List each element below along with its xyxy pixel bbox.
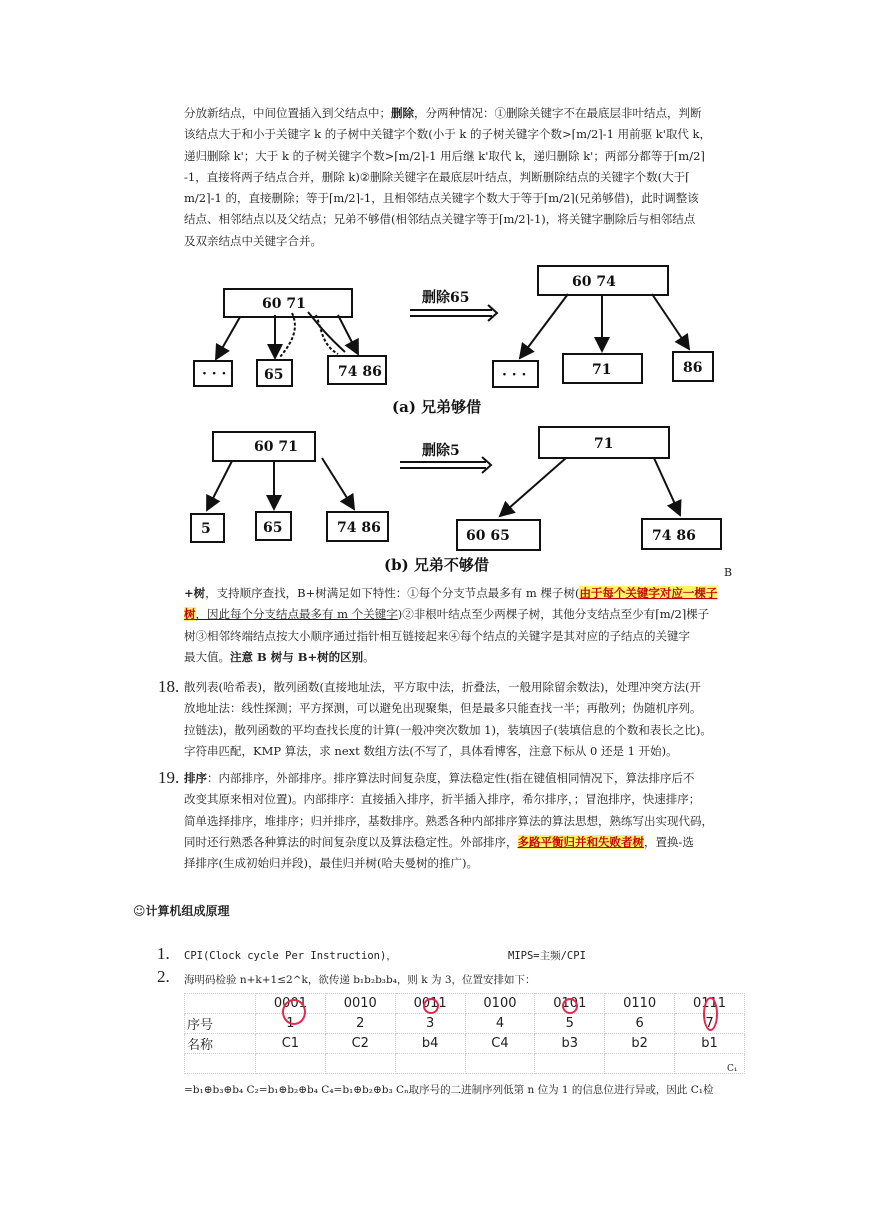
item-18-text: 放地址法：线性探测；平方探测，可以避免出现聚集，但是最多只能查找一半；再散列；伪随机序列。 xyxy=(184,701,702,716)
code-cell: 0110 xyxy=(605,994,675,1014)
intro-text: m/2⌉-1 的，直接删除；等于⌈m/2⌉-1，且相邻结点关键字个数大于等于⌈m/2⌉(兄弟够借)，此时调整该 xyxy=(184,191,699,206)
name-cell: b2 xyxy=(605,1034,675,1054)
highlight-circle xyxy=(703,997,718,1031)
name-cell: b3 xyxy=(535,1034,605,1054)
fig-b-65-label: 65 xyxy=(263,520,283,536)
bplus-text: 树③相邻终端结点按大小顺序通过指针相互链接起来④每个结点的关键字是其对应的子结点的关键字 xyxy=(184,628,690,643)
table-cell xyxy=(535,1054,605,1074)
hamming-table xyxy=(184,993,745,1074)
seq-cell: 3 xyxy=(395,1014,465,1034)
fig-a-74-86-label: 74 86 xyxy=(338,364,382,380)
code-cell: 0111 xyxy=(675,994,745,1014)
list-item-2-number: 2. xyxy=(157,967,170,986)
bplus-text: ，支持顺序查找，B+树满足如下特性：①每个分支节点最多有 m 棵子树( xyxy=(205,586,580,600)
code-cell: 0101 xyxy=(535,994,605,1014)
bplus-note: 注意 B 树与 B+树的区别 xyxy=(230,649,364,664)
item-19-text: 同时还行熟悉各种算法的时间复杂度以及算法稳定性。外部排序， xyxy=(184,834,518,849)
table-cell xyxy=(395,1054,465,1074)
bplus-corner-letter: B xyxy=(724,566,733,579)
name-cell: b1 xyxy=(675,1034,745,1054)
fig-a-after-71-label: 71 xyxy=(592,362,612,378)
code-cell: 0100 xyxy=(465,994,535,1014)
item-18-text: 字符串匹配，KMP 算法，求 next 数组方法(不写了，具体看博客，注意下标从 0 还是 1 开始)。 xyxy=(184,743,678,758)
fig-a-arrow-label: 删除65 xyxy=(422,290,470,306)
table-cell xyxy=(185,994,256,1014)
intro-text: -1，直接将两子结点合并，删除 k)②删除关键字在最底层叶结点，判断删除结点的关键字个数(大于⌈ xyxy=(184,169,690,184)
table-row xyxy=(185,1054,745,1074)
fig-a-caption: (a) 兄弟够借 xyxy=(392,398,482,416)
item-18-number: 18. xyxy=(158,677,180,696)
smiley-icon: ☺ xyxy=(133,904,146,918)
intro-text: 分放新结点，中间位置插入到父结点中； xyxy=(184,106,391,120)
table-row xyxy=(185,994,745,1014)
table-cell xyxy=(185,1054,256,1074)
mips-definition: MIPS=主频/CPI xyxy=(508,950,586,962)
table-cell xyxy=(465,1054,535,1074)
parity-formula-line: =b₁⊕b₃⊕b₄ C₂=b₁⊕b₂⊕b₄ C₄=b₁⊕b₂⊕b₃ Cₙ取序号的二进制序列低第 n 位为 1 的信息位进行异或，因此 C₁检 xyxy=(184,1084,714,1096)
fig-b-74-86-label: 74 86 xyxy=(337,520,381,536)
section-heading xyxy=(133,902,230,919)
code-cell: 0010 xyxy=(325,994,395,1014)
name-cell: C2 xyxy=(325,1034,395,1054)
intro-text: ，分两种情况：①删除关键字不在最底层非叶结点，判断 xyxy=(414,106,702,120)
fig-a-after-root-label: 60 74 xyxy=(572,274,616,290)
fig-b-after-root-label: 71 xyxy=(594,436,614,452)
item-18-text: 拉链法)，散列函数的平均查找长度的计算(一般冲突次数加 1)，装填因子(装填信息的个数和表长之比)。 xyxy=(184,722,712,737)
highlight-circle xyxy=(282,999,306,1025)
bplus-text: 最大值。 xyxy=(184,649,230,664)
bplus-highlight: 由于每个关键字对应一棵子 xyxy=(579,586,718,600)
section-title: 计算机组成原理 xyxy=(145,904,230,918)
fig-b-arrow-label: 删除5 xyxy=(422,443,460,459)
item-19-number: 19. xyxy=(158,768,180,787)
hamming-intro: 海明码检验 n+k+1≤2^k，欲传递 b₁b₂b₃b₄，则 k 为 3，位置安排如下： xyxy=(184,974,536,986)
highlight-circle xyxy=(562,998,578,1014)
bplus-highlight: 树 xyxy=(184,607,196,622)
c1-mark: C₁ xyxy=(727,1064,738,1074)
item-18-paragraph xyxy=(184,677,744,762)
code-cell: 0001 xyxy=(256,994,326,1014)
fig-a-after-86-label: 86 xyxy=(683,360,703,376)
fig-a-dots-label: · · · xyxy=(202,366,227,382)
item-19-highlight: 多路平衡归并和失败者树 xyxy=(517,834,644,849)
delete-heading: 删除 xyxy=(391,106,414,120)
table-row xyxy=(185,1034,745,1054)
name-cell: C4 xyxy=(465,1034,535,1054)
code-cell: 0011 xyxy=(395,994,465,1014)
table-row xyxy=(185,1014,745,1034)
item-19-text: ：内部排序，外部排序。排序算法时间复杂度，算法稳定性(指在键值相同情况下，算法排序后不 xyxy=(207,771,695,785)
list-item-1-number: 1. xyxy=(157,944,170,963)
intro-text: 递归删除 k'；大于 k 的子树关键字个数>⌈m/2⌉-1 用后继 k'取代 k，递归删除 k'；两部分都等于⌈m/2⌉ xyxy=(184,148,705,163)
row-label: 名称 xyxy=(185,1034,256,1054)
seq-cell: 5 xyxy=(535,1014,605,1034)
fig-b-after-left-label: 60 65 xyxy=(466,528,510,544)
fig-b-5-label: 5 xyxy=(201,521,211,537)
bplus-paragraph xyxy=(184,583,744,668)
seq-cell: 7 xyxy=(675,1014,745,1034)
sort-heading: 排序 xyxy=(184,771,207,785)
row-label: 序号 xyxy=(185,1014,256,1034)
fig-b-after-right-label: 74 86 xyxy=(652,528,696,544)
bplus-heading: +树 xyxy=(184,586,206,600)
intro-text: 结点、相邻结点以及父结点；兄弟不够借(相邻结点关键字等于⌈m/2⌉-1)，将关键字删除后与相邻结点 xyxy=(184,212,696,227)
fig-b-caption: (b) 兄弟不够借 xyxy=(384,556,489,574)
item-19-text: 择排序(生成初始归并段)，最佳归并树(哈夫曼树的推广)。 xyxy=(184,856,478,871)
name-cell: C1 xyxy=(256,1034,326,1054)
table-cell xyxy=(256,1054,326,1074)
seq-cell: 6 xyxy=(605,1014,675,1034)
fig-a-65-label: 65 xyxy=(264,367,284,383)
table-cell xyxy=(605,1054,675,1074)
item-19-text: 改变其原来相对位置)。内部排序：直接插入排序，折半插入排序，希尔排序，；冒泡排序，快速排序； xyxy=(184,792,701,807)
name-cell: b4 xyxy=(395,1034,465,1054)
seq-cell: 4 xyxy=(465,1014,535,1034)
fig-b-root-label: 60 71 xyxy=(254,439,298,455)
intro-text: 该结点大于和小于关键字 k 的子树中关键字个数(小于 k 的子树关键字个数>⌈m/2⌉-1 用前驱 k'取代 k， xyxy=(184,127,712,142)
bplus-text: )②非根叶结点至少两棵子树，其他分支结点至少有⌈m/2⌉棵子 xyxy=(397,607,710,622)
item-19-text: ，置换-选 xyxy=(644,834,694,849)
seq-cell: 1 xyxy=(256,1014,326,1034)
item-19-text: 简单选择排序，堆排序；归并排序，基数排序。熟悉各种内部排序算法的算法思想，熟练写出实现代码， xyxy=(184,813,713,828)
table-cell xyxy=(325,1054,395,1074)
item-19-paragraph xyxy=(184,768,744,874)
seq-cell: 2 xyxy=(325,1014,395,1034)
bplus-underlined-text: ，因此每个分支结点最多有 m 个关键字 xyxy=(195,607,398,622)
fig-a-root-label: 60 71 xyxy=(262,296,306,312)
item-18-text: 散列表(哈希表)，散列函数(直接地址法，平方取中法，折叠法，一般用除留余数法)，处理冲突方法(开 xyxy=(184,680,701,694)
fig-a-after-dots-label: · · · xyxy=(502,367,527,383)
cpi-definition: CPI(Clock cycle Per Instruction)， xyxy=(184,950,397,962)
intro-text: 及双亲结点中关键字合并。 xyxy=(184,233,322,248)
bplus-text: 。 xyxy=(363,649,375,664)
highlight-circle xyxy=(423,998,439,1014)
